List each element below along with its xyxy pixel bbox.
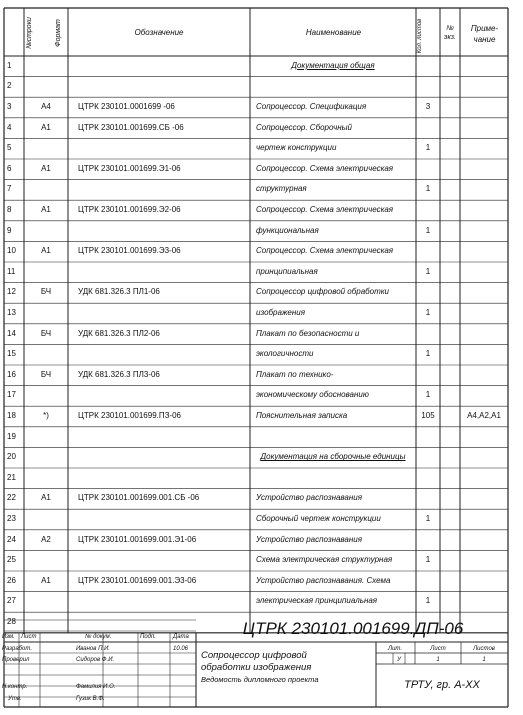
row-name: Плакат по технико- [256,369,334,379]
row-sheet-count: 1 [425,555,431,565]
row-designation: УДК 681.326.3 ПЛ3-06 [78,369,160,379]
role-approved: Утв. [8,696,22,702]
header-name: Наименование [305,28,362,37]
row-sheet-count: 1 [425,184,431,194]
row-designation: ЦТРК 230101.001699.ПЗ-06 [78,411,182,420]
row-name: Устройство распознавания. Схема [256,575,391,585]
row-format: А1 [41,205,51,214]
row-name: принципиальная [256,266,318,276]
row-number: 5 [7,143,12,153]
header-note-line1: Приме- [470,24,499,33]
lit-label: Лит. [387,646,403,652]
row-format: БЧ [40,328,52,338]
row-name: Сопроцессор. Схема электрическая [256,246,394,256]
col-izm: Изм. [2,634,15,640]
row-number: 21 [7,472,16,482]
row-sheet-count: 1 [425,349,431,359]
row-number: 1 [7,60,12,70]
row-note: А4,А2,А1 [467,411,501,420]
row-number: 19 [7,431,16,441]
row-number: 10 [7,246,16,256]
row-sheet-count: 1 [425,514,431,523]
row-designation: ЦТРК 230101.001699.Э1-06 [78,163,181,173]
row-name: Пояснительная записка [256,411,348,420]
row-designation: ЦТРК 230101.001699.Э2-06 [78,205,181,214]
row-number: 25 [7,555,16,565]
header-sheet-count: Кол. листов [417,18,423,54]
row-number: 3 [7,102,12,111]
header-copy-number: № экз. [444,25,456,41]
developer-name: Иванов П.И. [76,646,111,652]
row-number: 15 [7,349,16,359]
row-format: А1 [41,493,51,503]
row-name: электрическая принципиальная [256,596,378,606]
row-name: экономическому обоснованию [256,390,369,400]
row-format: А4 [41,102,51,111]
role-normcontrol: Н.контр. [2,684,28,690]
row-name: чертеж конструкции [256,143,337,153]
row-designation: УДК 681.326.3 ПЛ1-06 [78,287,160,297]
lit-value: У [397,657,401,663]
row-number: 9 [7,225,12,235]
row-name: Документация общая [291,60,375,70]
row-number: 27 [7,596,16,606]
row-format: БЧ [40,287,52,297]
row-name: Сборочный чертеж конструкции [256,514,381,523]
row-name: Сопроцессор. Схема электрическая [256,205,394,214]
row-number: 20 [7,452,16,462]
row-number: 4 [7,122,12,132]
role-developer: Разработ. [2,646,32,652]
row-sheet-count: 1 [425,266,431,276]
sheet-value: 1 [436,657,440,663]
row-name: Сопроцессор. Схема электрическая [256,163,394,173]
row-format: А1 [41,122,51,132]
row-name: Сопроцессор цифровой обработки [256,287,389,297]
row-format: А1 [41,163,51,173]
row-name: структурная [256,184,307,194]
row-number: 2 [7,81,12,91]
row-name: Документация на сборочные единицы [260,452,406,462]
header-designation: Обозначение [134,28,184,37]
row-sheet-count: 1 [425,308,431,317]
row-sheet-count: 105 [421,411,435,420]
document-code: ЦТРК 230101.001699.ДП-06 [242,619,464,638]
header-note-line2: чание [473,35,496,44]
row-number: 12 [7,287,16,297]
organization: ТРТУ, гр. А-ХХ [404,679,480,691]
col-date: Дата [173,634,189,640]
row-number: 14 [7,328,16,338]
row-number: 11 [7,266,16,276]
row-name: функциональная [256,225,319,235]
row-designation: ЦТРК 230101.001699.001.СБ -06 [78,493,200,503]
row-name: изображения [256,308,306,317]
sheets-label: Листов [473,646,495,652]
row-sheet-count: 1 [425,390,431,400]
row-number: 18 [7,411,16,420]
title-line2: обработки изображения [201,662,312,673]
row-name: Плакат по безопасности и [256,328,360,338]
row-format: *) [43,411,49,420]
sheets-value: 1 [482,657,486,663]
row-number: 24 [7,534,16,544]
row-name: Схема электрическая структурная [256,555,393,565]
row-sheet-count: 1 [425,596,431,606]
row-number: 22 [7,493,16,503]
row-number: 6 [7,163,12,173]
col-list: Лист [21,634,37,640]
row-number: 23 [7,514,16,523]
row-designation: ЦТРК 230101.001699.001.Э1-06 [78,534,197,544]
col-doc-number: № докум. [85,634,112,640]
row-name: Устройство распознавания [256,534,362,544]
title-line1: Сопроцессор цифровой [201,650,307,661]
row-name: Устройство распознавания [256,493,362,503]
row-number: 8 [7,205,12,214]
checker-name: Сидоров Ф.И. [76,657,115,663]
row-designation: ЦТРК 230101.001699.001.Э3-06 [78,575,197,585]
developer-date: 10.06 [173,646,189,652]
row-sheet-count: 1 [425,143,431,153]
approved-name: Гузик В.Ф. [76,696,105,702]
row-format: БЧ [40,369,52,379]
row-designation: ЦТРК 230101.001699.СБ -06 [78,122,184,132]
row-designation: ЦТРК 230101.0001699 -06 [78,102,175,111]
row-designation: ЦТРК 230101.001699.Э3-06 [78,246,181,256]
row-number: 26 [7,575,16,585]
header-row-number: №строки [26,17,33,49]
row-sheet-count: 3 [425,102,431,111]
row-number: 17 [7,390,16,400]
sheet-label: Лист [430,646,446,652]
row-name: Сопроцессор. Сборочный [256,122,352,132]
row-number: 28 [7,617,16,626]
row-number: 16 [7,369,16,379]
role-checker: Проверил [2,657,30,663]
normcontrol-name: Фамилия И.О. [76,684,116,690]
row-format: А1 [41,246,51,256]
row-format: А1 [41,575,51,585]
title-line3: Ведомость дипломного проекта [201,675,319,684]
row-number: 13 [7,308,16,317]
row-number: 7 [7,184,12,194]
row-sheet-count: 1 [425,225,431,235]
row-format: А2 [41,534,51,544]
col-sign: Подп. [140,634,156,640]
row-designation: УДК 681.326.3 ПЛ2-06 [78,328,160,338]
row-name: Сопроцессор. Спецификация [256,102,367,111]
row-name: экологичности [256,349,314,359]
header-format: Формат [55,19,62,47]
